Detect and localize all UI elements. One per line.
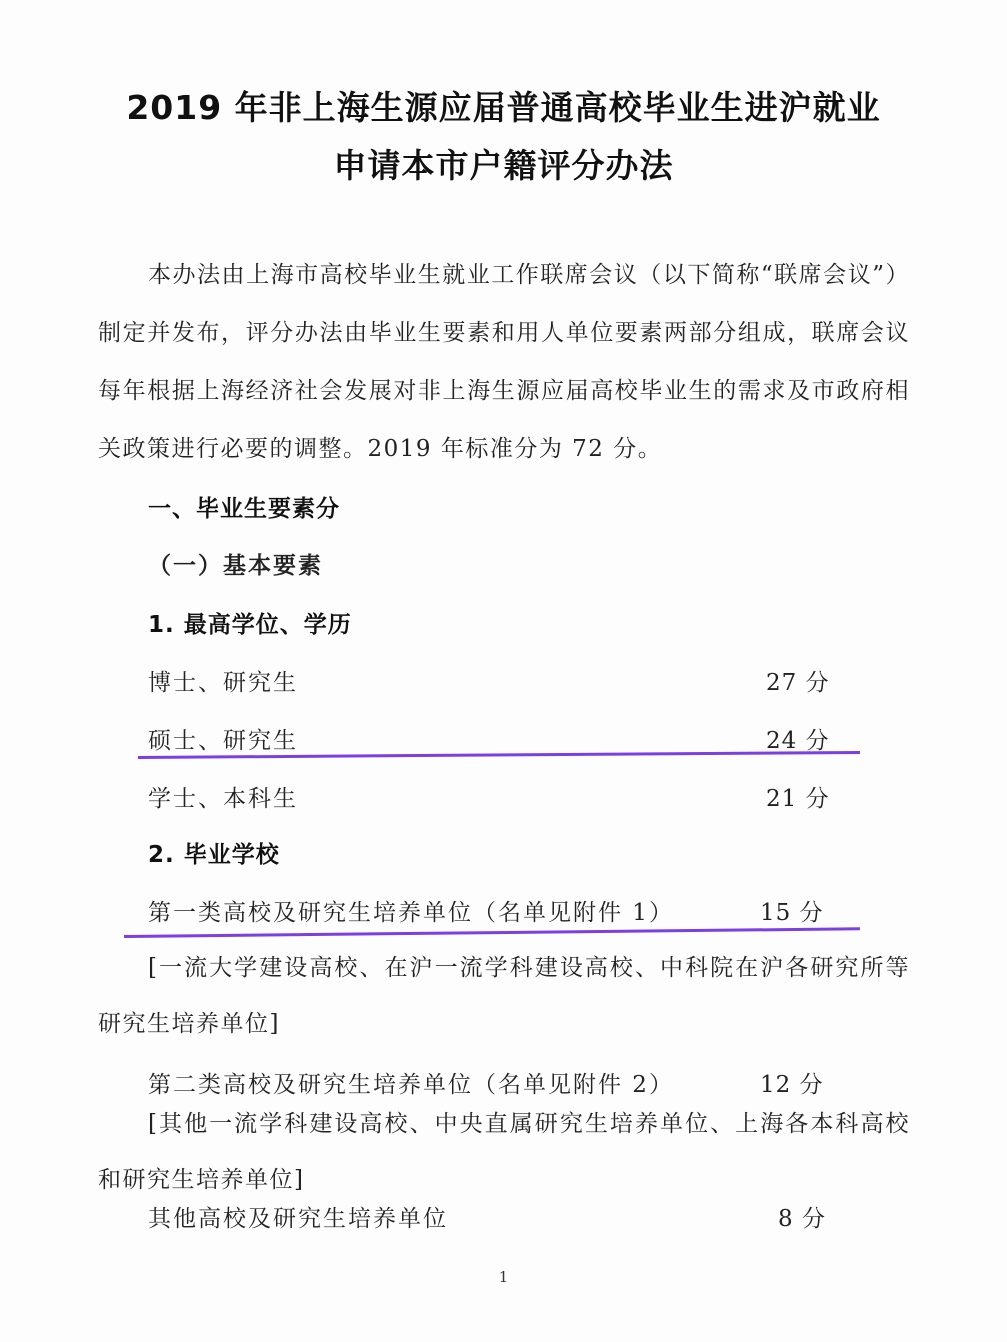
degree-item-label: 学士、本科生 <box>148 786 298 812</box>
school-item-score: 15 分 <box>760 900 824 926</box>
school-item-label: 其他高校及研究生培养单位 <box>148 1206 448 1232</box>
intro-paragraph <box>98 246 910 478</box>
school-note <box>98 1096 910 1208</box>
section-heading-graduate-factors: 一、毕业生要素分 <box>148 496 340 522</box>
school-item-label: 第二类高校及研究生培养单位（名单见附件 2） <box>148 1072 674 1098</box>
degree-item-label: 博士、研究生 <box>148 670 298 696</box>
degree-item-score: 27 分 <box>766 670 830 696</box>
school-note <box>98 940 910 1052</box>
degree-heading: 1. 最高学位、学历 <box>148 612 352 638</box>
school-item-score: 8 分 <box>778 1206 826 1232</box>
school-item-score: 12 分 <box>760 1072 824 1098</box>
school-heading: 2. 毕业学校 <box>148 842 280 868</box>
highlight-underline <box>124 927 860 938</box>
intro-text: 本办法由上海市高校毕业生就业工作联席会议（以下简称“联席会议”）制定并发布，评分办法由毕业生要素和用人单位要素两部分组成，联席会议每年根据上海经济社会发展对非上海生源应届高校毕业生的需求及市政府相关政策进行必要的调整。2019 年标准分为 72 分。 <box>98 262 910 462</box>
document-title-line-1: 2019 年非上海生源应届普通高校毕业生进沪就业 <box>126 88 881 127</box>
school-note-text: [其他一流学科建设高校、中央直属研究生培养单位、上海各本科高校和研究生培养单位] <box>98 1111 910 1193</box>
page-number: 1 <box>498 1268 509 1286</box>
degree-item-score: 21 分 <box>766 786 830 812</box>
degree-item-label: 硕士、研究生 <box>148 728 298 754</box>
school-note-text: [一流大学建设高校、在沪一流学科建设高校、中科院在沪各研究所等研究生培养单位] <box>98 955 910 1037</box>
degree-item-score: 24 分 <box>766 728 830 754</box>
subsection-heading-basic-factors: （一）基本要素 <box>148 552 323 579</box>
school-item-label: 第一类高校及研究生培养单位（名单见附件 1） <box>148 900 674 926</box>
document-title-line-2: 申请本市户籍评分办法 <box>333 146 674 185</box>
